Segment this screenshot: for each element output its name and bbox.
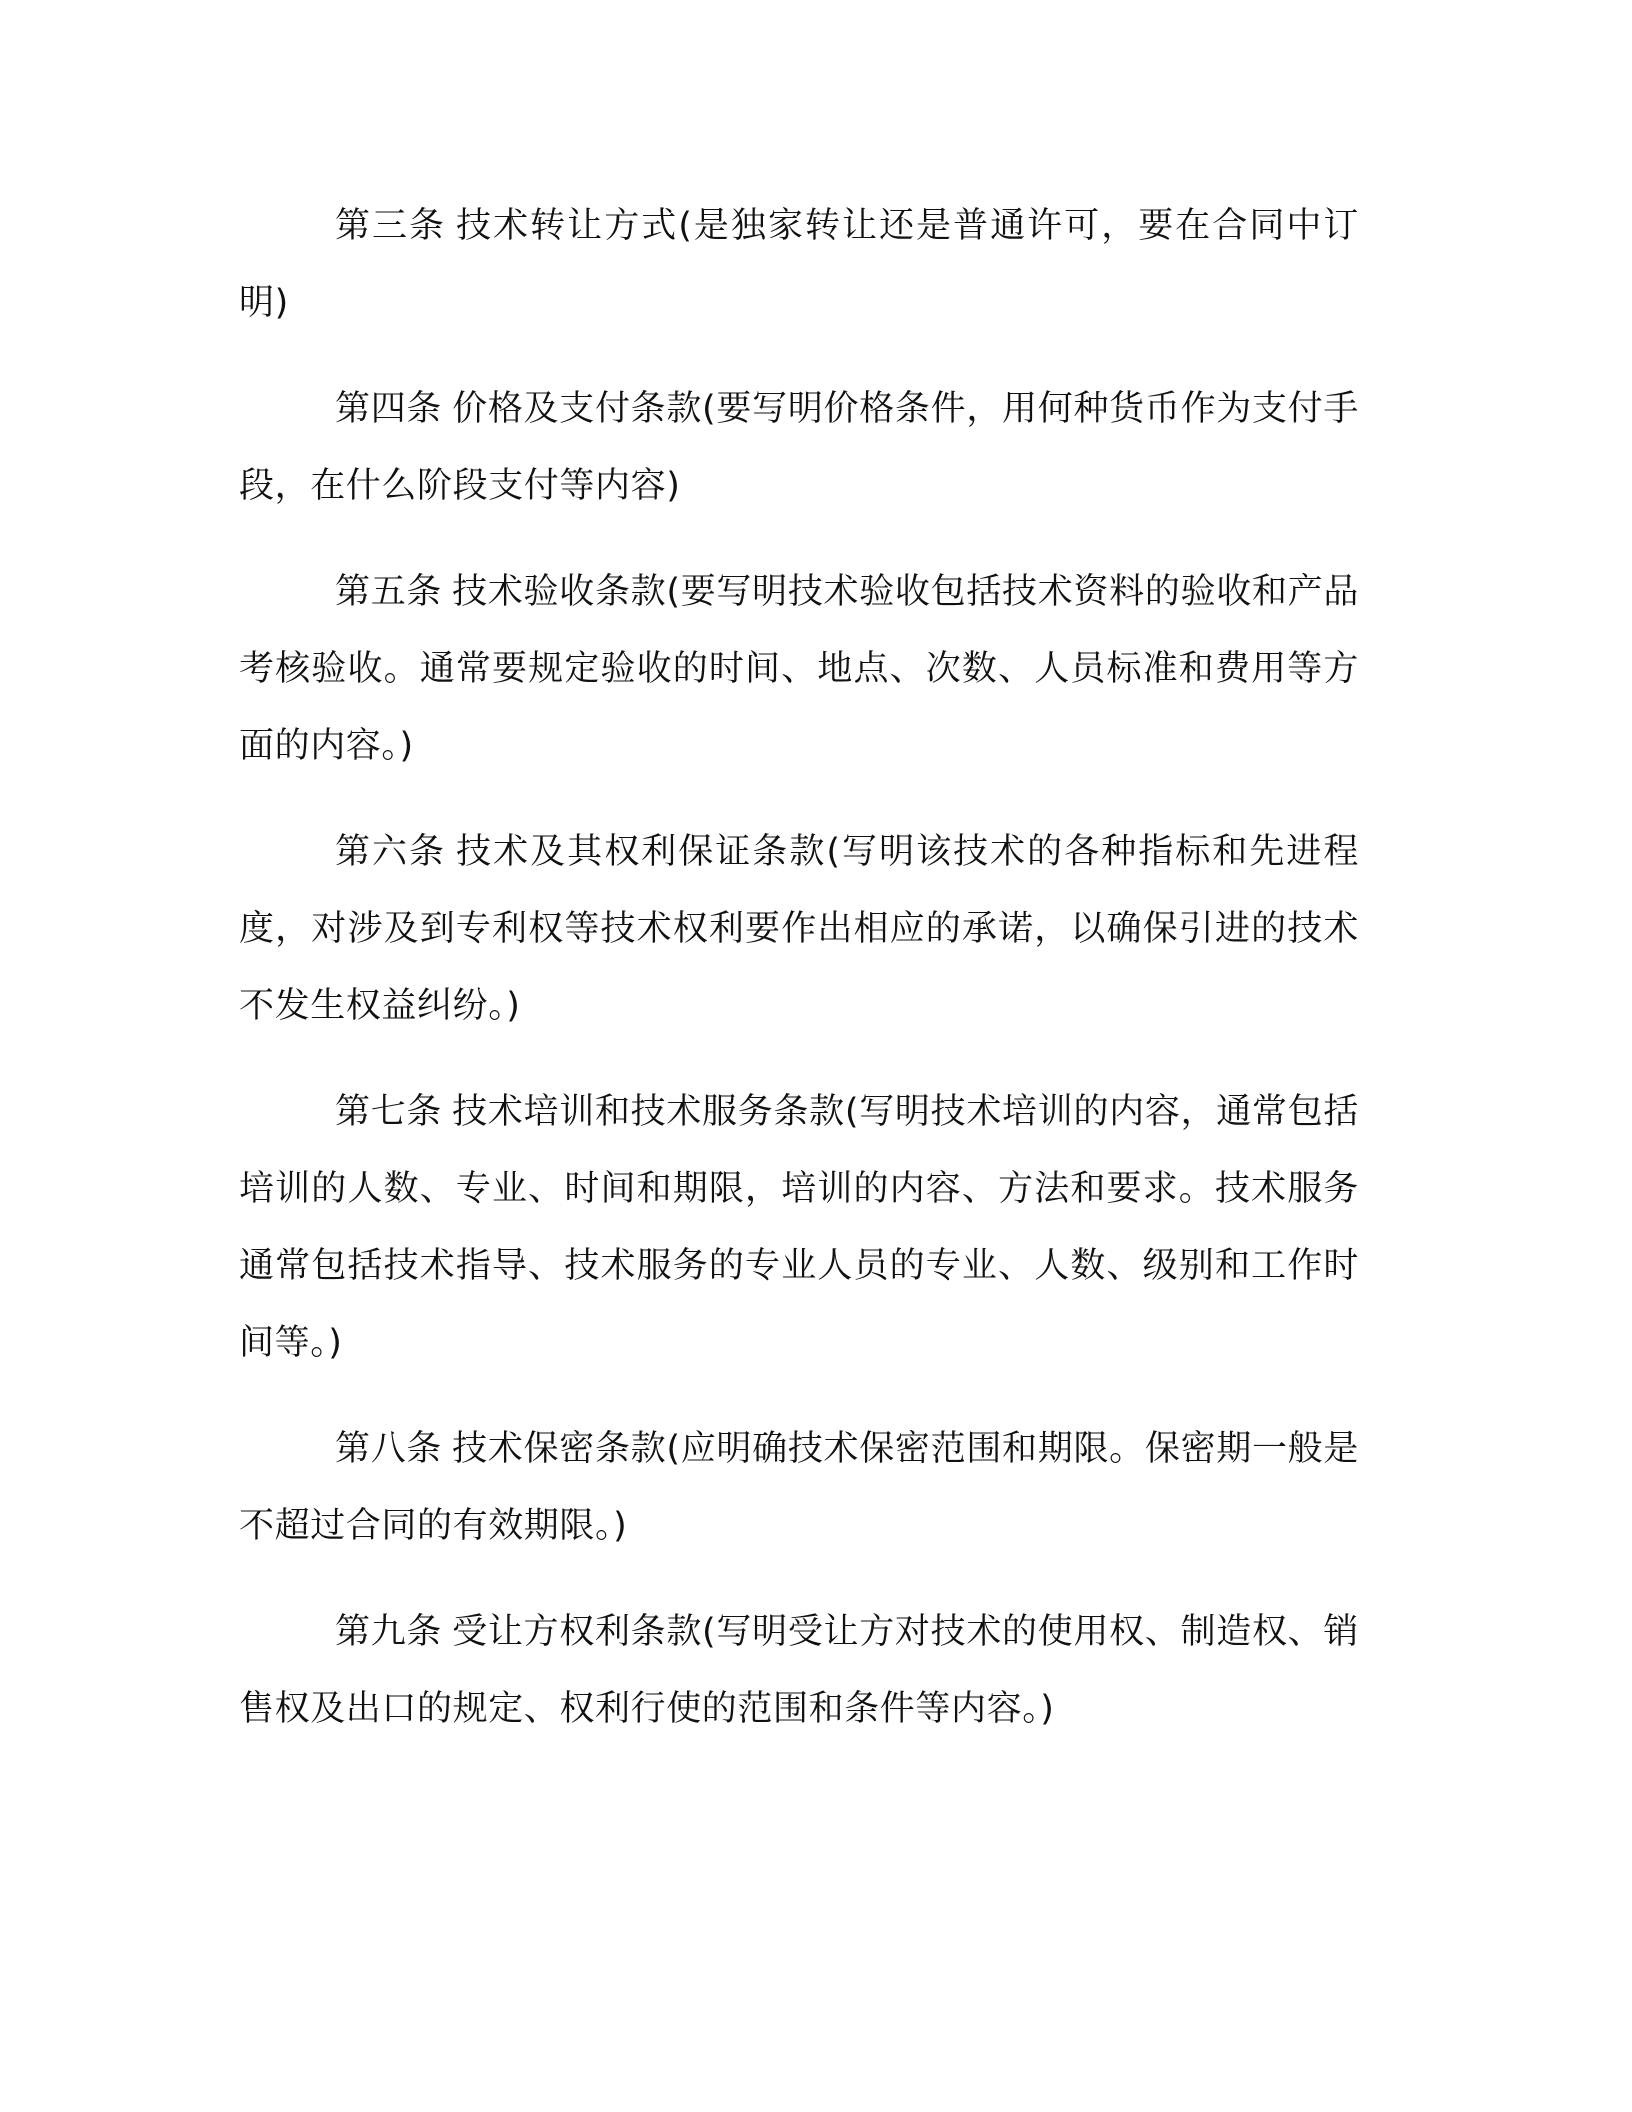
article-3-label: 第三条 <box>335 206 447 246</box>
article-4-label: 第四条 <box>335 389 443 429</box>
article-7-text: 技术培训和技术服务条款(写明技术培训的内容，通常包括培训的人数、专业、时间和期限，培训的内容、方法和要求。技术服务通常包括技术指导、技术服务的专业人员的专业、人数、级别和工作时间等。) <box>239 1092 1359 1363</box>
article-9-label: 第九条 <box>335 1612 443 1652</box>
article-6-text: 技术及其权利保证条款(写明该技术的各种指标和先进程度，对涉及到专利权等技术权利要作出相应的承诺，以确保引进的技术不发生权益纠纷。) <box>239 832 1359 1026</box>
document-body <box>239 188 1359 1777</box>
article-8-label: 第八条 <box>335 1429 443 1469</box>
article-6-label: 第六条 <box>335 832 447 872</box>
article-8-text: 技术保密条款(应明确技术保密范围和期限。保密期一般是不超过合同的有效期限。) <box>239 1429 1359 1546</box>
article-3 <box>239 188 1359 342</box>
article-5-label: 第五条 <box>335 572 443 612</box>
article-6 <box>239 814 1359 1045</box>
article-7 <box>239 1074 1359 1382</box>
article-9 <box>239 1594 1359 1748</box>
article-7-label: 第七条 <box>335 1092 443 1132</box>
article-4-text: 价格及支付条款(要写明价格条件，用何种货币作为支付手段，在什么阶段支付等内容) <box>239 389 1359 506</box>
article-5 <box>239 554 1359 785</box>
article-4 <box>239 371 1359 525</box>
article-3-text: 技术转让方式(是独家转让还是普通许可，要在合同中订明) <box>239 206 1359 323</box>
article-9-text: 受让方权利条款(写明受让方对技术的使用权、制造权、销售权及出口的规定、权利行使的范围和条件等内容。) <box>239 1612 1359 1729</box>
article-8 <box>239 1411 1359 1565</box>
article-5-text: 技术验收条款(要写明技术验收包括技术资料的验收和产品考核验收。通常要规定验收的时间、地点、次数、人员标准和费用等方面的内容。) <box>239 572 1359 766</box>
